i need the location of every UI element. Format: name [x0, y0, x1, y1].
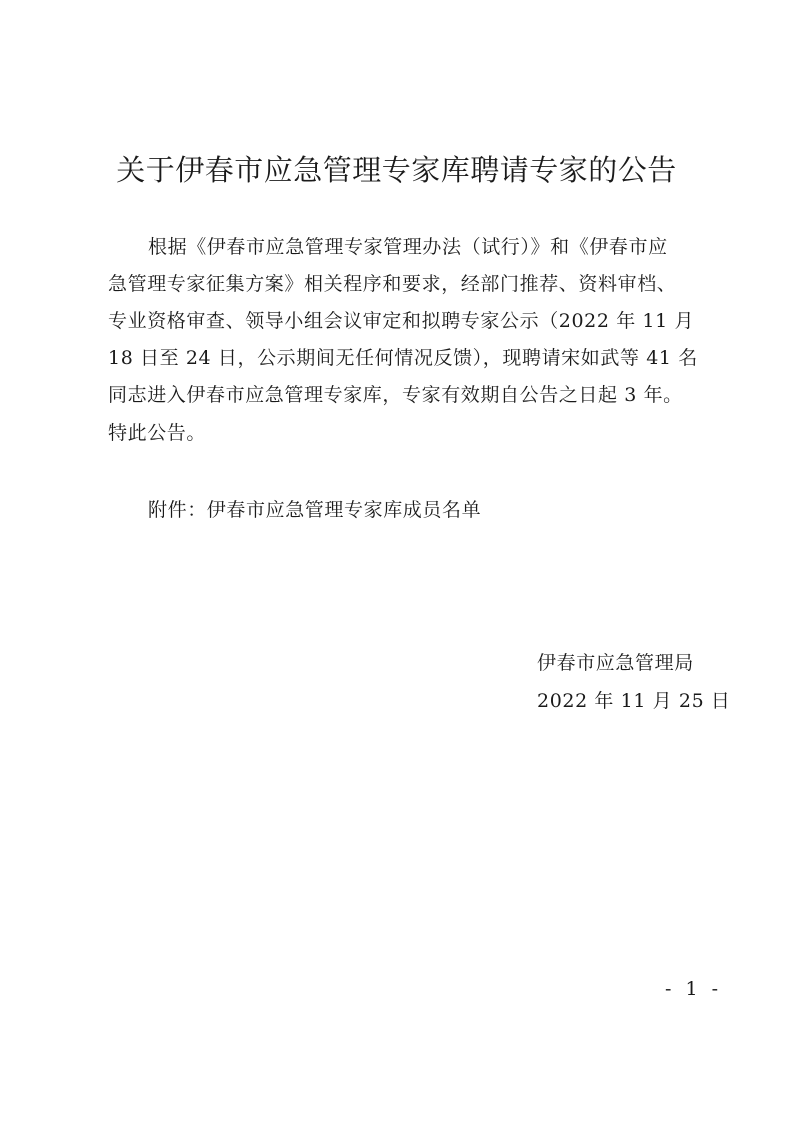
- body-line-6: 特此公告。: [108, 422, 207, 444]
- signature-organization: 伊春市应急管理局: [537, 652, 694, 674]
- page-number: - 1 -: [665, 978, 723, 1000]
- attachment-note: 附件：伊春市应急管理专家库成员名单: [148, 499, 482, 521]
- body-line-3: 专业资格审查、领导小组会议审定和拟聘专家公示（2022 年 11 月: [108, 310, 695, 332]
- body-line-4: 18 日至 24 日，公示期间无任何情况反馈），现聘请宋如武等 41 名: [108, 347, 698, 369]
- signature-date: 2022 年 11 月 25 日: [537, 690, 731, 712]
- body-line-1: 根据《伊春市应急管理专家管理办法（试行）》和《伊春市应: [148, 236, 668, 258]
- document-title: 关于伊春市应急管理专家库聘请专家的公告: [116, 153, 677, 187]
- body-line-5: 同志进入伊春市应急管理专家库，专家有效期自公告之日起 3 年。: [108, 384, 683, 406]
- body-line-2: 急管理专家征集方案》相关程序和要求，经部门推荐、资料审档、: [108, 273, 677, 295]
